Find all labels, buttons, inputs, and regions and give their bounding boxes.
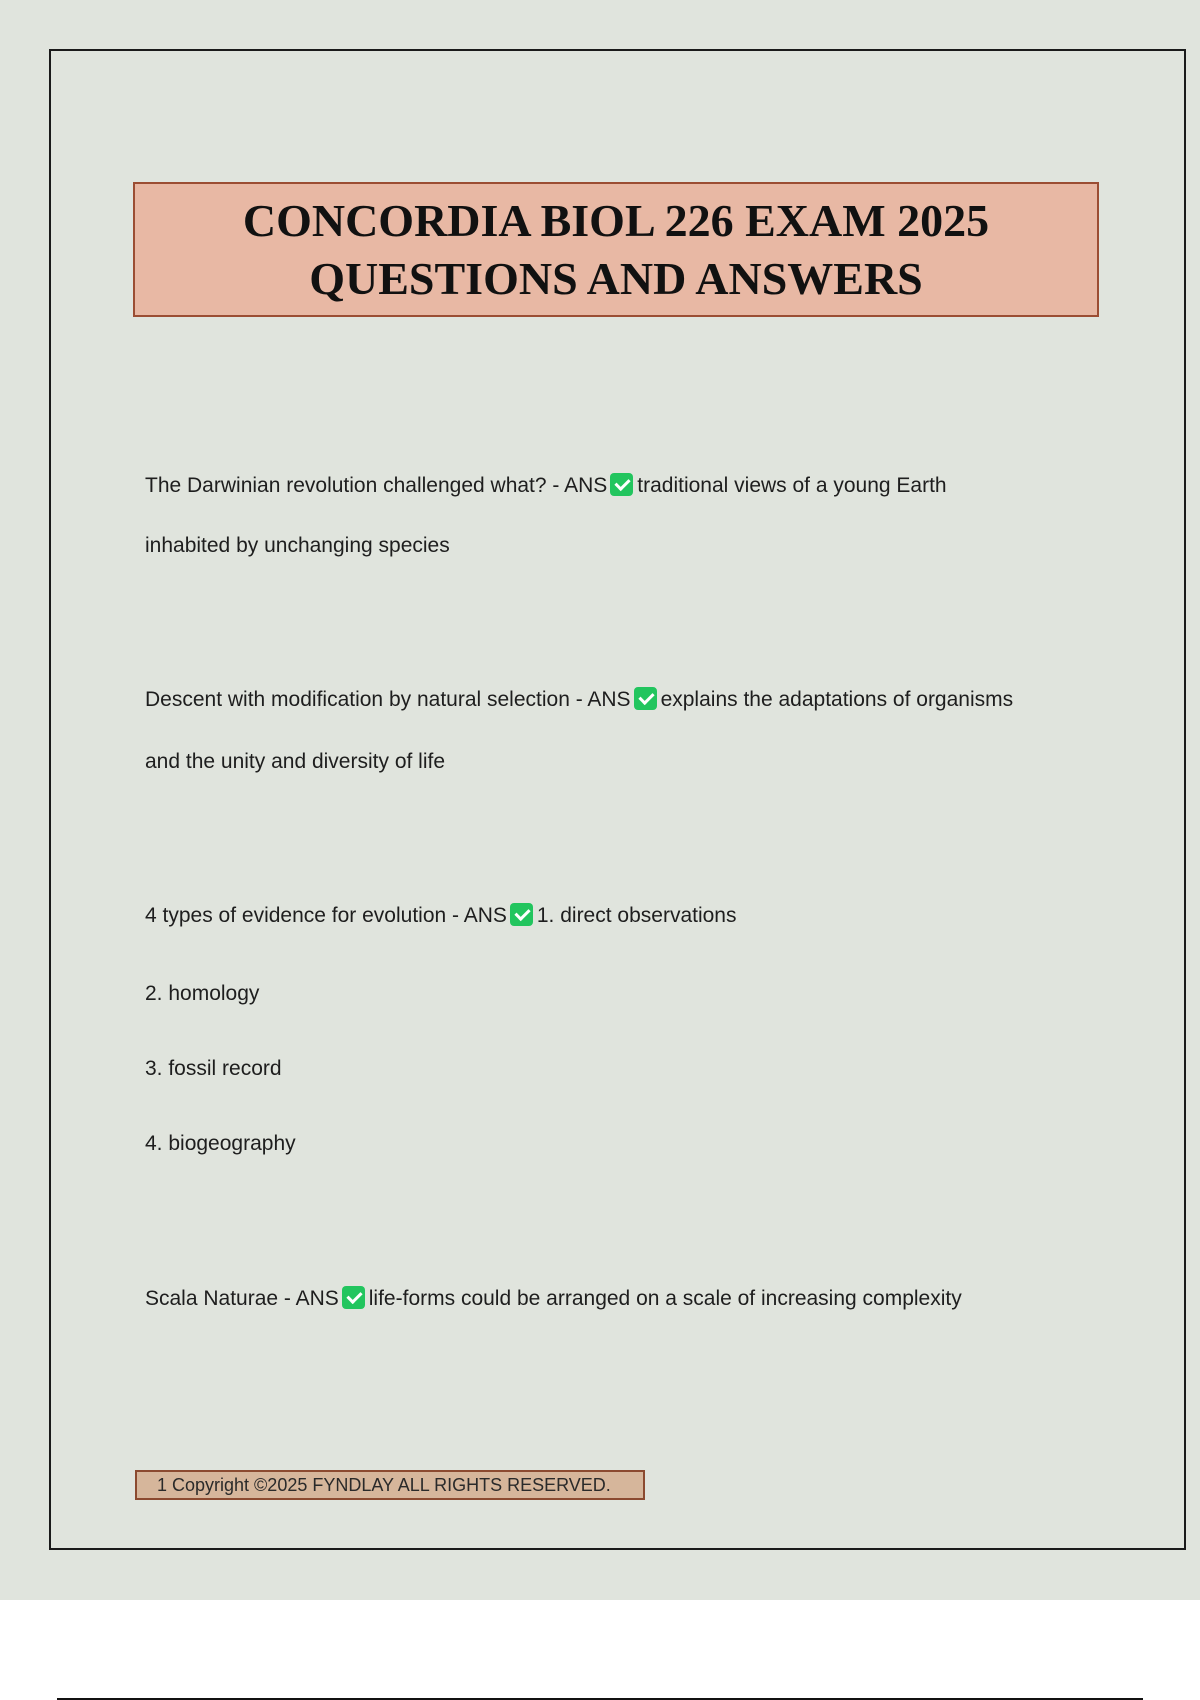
copyright-footer	[135, 1470, 645, 1500]
checkmark-icon	[342, 1286, 365, 1309]
document-title-box	[133, 182, 1099, 317]
qa-item-4-line-1	[145, 1285, 962, 1313]
checkmark-icon	[634, 687, 657, 710]
document-title-line-2: QUESTIONS AND ANSWERS	[309, 252, 923, 304]
qa-item-2-line-2: and the unity and diversity of life	[145, 750, 446, 773]
answer-text: 1. direct observations	[536, 904, 737, 927]
qa-item-2-line-1	[145, 686, 1013, 714]
question-text: Scala Naturae - ANS	[145, 1287, 339, 1310]
answer-text: life-forms could be arranged on a scale of increasing complexity	[368, 1287, 962, 1310]
question-text: 4 types of evidence for evolution - ANS	[145, 904, 507, 927]
question-text: Descent with modification by natural selection - ANS	[145, 688, 631, 711]
answer-text: explains the adaptations of organisms	[660, 688, 1014, 711]
qa-item-3-line-1	[145, 902, 736, 930]
checkmark-icon	[610, 473, 633, 496]
answer-text: traditional views of a young Earth	[637, 474, 947, 497]
checkmark-icon	[510, 903, 533, 926]
document-title-line-1: CONCORDIA BIOL 226 EXAM 2025	[242, 194, 990, 246]
qa-item-3-list-item-4: 4. biogeography	[145, 1132, 296, 1155]
qa-item-3-list-item-3: 3. fossil record	[145, 1057, 282, 1080]
question-text: The Darwinian revolution challenged what? - ANS	[145, 474, 608, 497]
qa-item-1-line-2: inhabited by unchanging species	[145, 534, 450, 557]
qa-item-1-line-1	[145, 472, 947, 500]
qa-item-3-list-item-2: 2. homology	[145, 982, 260, 1005]
copyright-text: 1 Copyright ©2025 FYNDLAY ALL RIGHTS RESERVED.	[157, 1474, 611, 1495]
